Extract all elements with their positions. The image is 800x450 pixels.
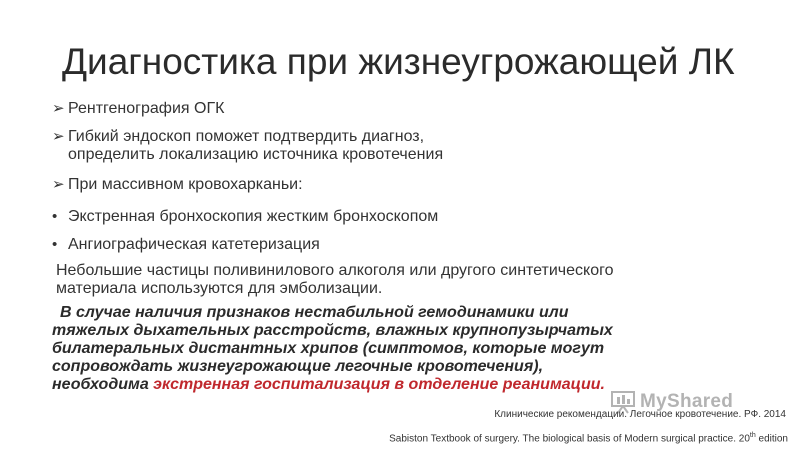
reference-2-sup: th <box>749 431 756 439</box>
warning-line: билатеральных дистантных хрипов (симптомов, которые могут <box>52 340 605 357</box>
reference-2-end: edition <box>755 433 788 444</box>
references <box>389 408 788 446</box>
list-item <box>52 128 772 164</box>
warning-block <box>52 304 772 394</box>
arrow-bullet-icon: ➢ <box>52 176 65 193</box>
list-item-text: При массивном кровохарканьи: <box>68 176 303 193</box>
list-item <box>52 100 772 118</box>
list-item <box>52 236 772 254</box>
embolization-paragraph: Небольшие частицы поливинилового алкоголя или другого синтетического материала используются для эмболизации. <box>56 262 614 297</box>
list-item-text: Ангиографическая катетеризация <box>68 236 320 253</box>
watermark-text: MyShared <box>640 391 734 412</box>
list-item-text: Экстренная бронхоскопия жестким бронхоскопом <box>68 208 439 225</box>
dot-bullet-icon: • <box>52 208 58 225</box>
arrow-bullet-icon: ➢ <box>52 128 65 145</box>
reference-2 <box>389 429 788 446</box>
warning-line: тяжелых дыхательных расстройств, влажных крупнопузырчатых <box>52 322 613 339</box>
slide-title: Диагностика при жизнеугрожающей ЛК <box>62 41 735 82</box>
reference-2-text: Sabiston Textbook of surgery. The biological basis of Modern surgical practice. 20 <box>389 433 750 444</box>
arrow-bullet-icon: ➢ <box>52 100 65 117</box>
warning-highlight: экстренная госпитализация в отделение реанимации. <box>153 376 605 393</box>
warning-line: В случае наличия признаков нестабильной гемодинамики или <box>60 304 569 321</box>
slide-content <box>52 100 772 394</box>
list-item <box>52 176 772 194</box>
dot-bullet-icon: • <box>52 236 58 253</box>
warning-text: необходима <box>52 376 154 393</box>
list-item-text: Рентгенография ОГК <box>68 100 225 117</box>
list-item-text: Гибкий эндоскоп поможет подтвердить диагноз, определить локализацию источника кровотечения <box>68 128 444 163</box>
reference-1: Клинические рекомендации. Легочное кровотечение. РФ. 2014 <box>494 408 786 420</box>
warning-line: сопровождать жизнеугрожающие легочные кровотечения), <box>52 358 544 375</box>
list-item <box>52 208 772 226</box>
